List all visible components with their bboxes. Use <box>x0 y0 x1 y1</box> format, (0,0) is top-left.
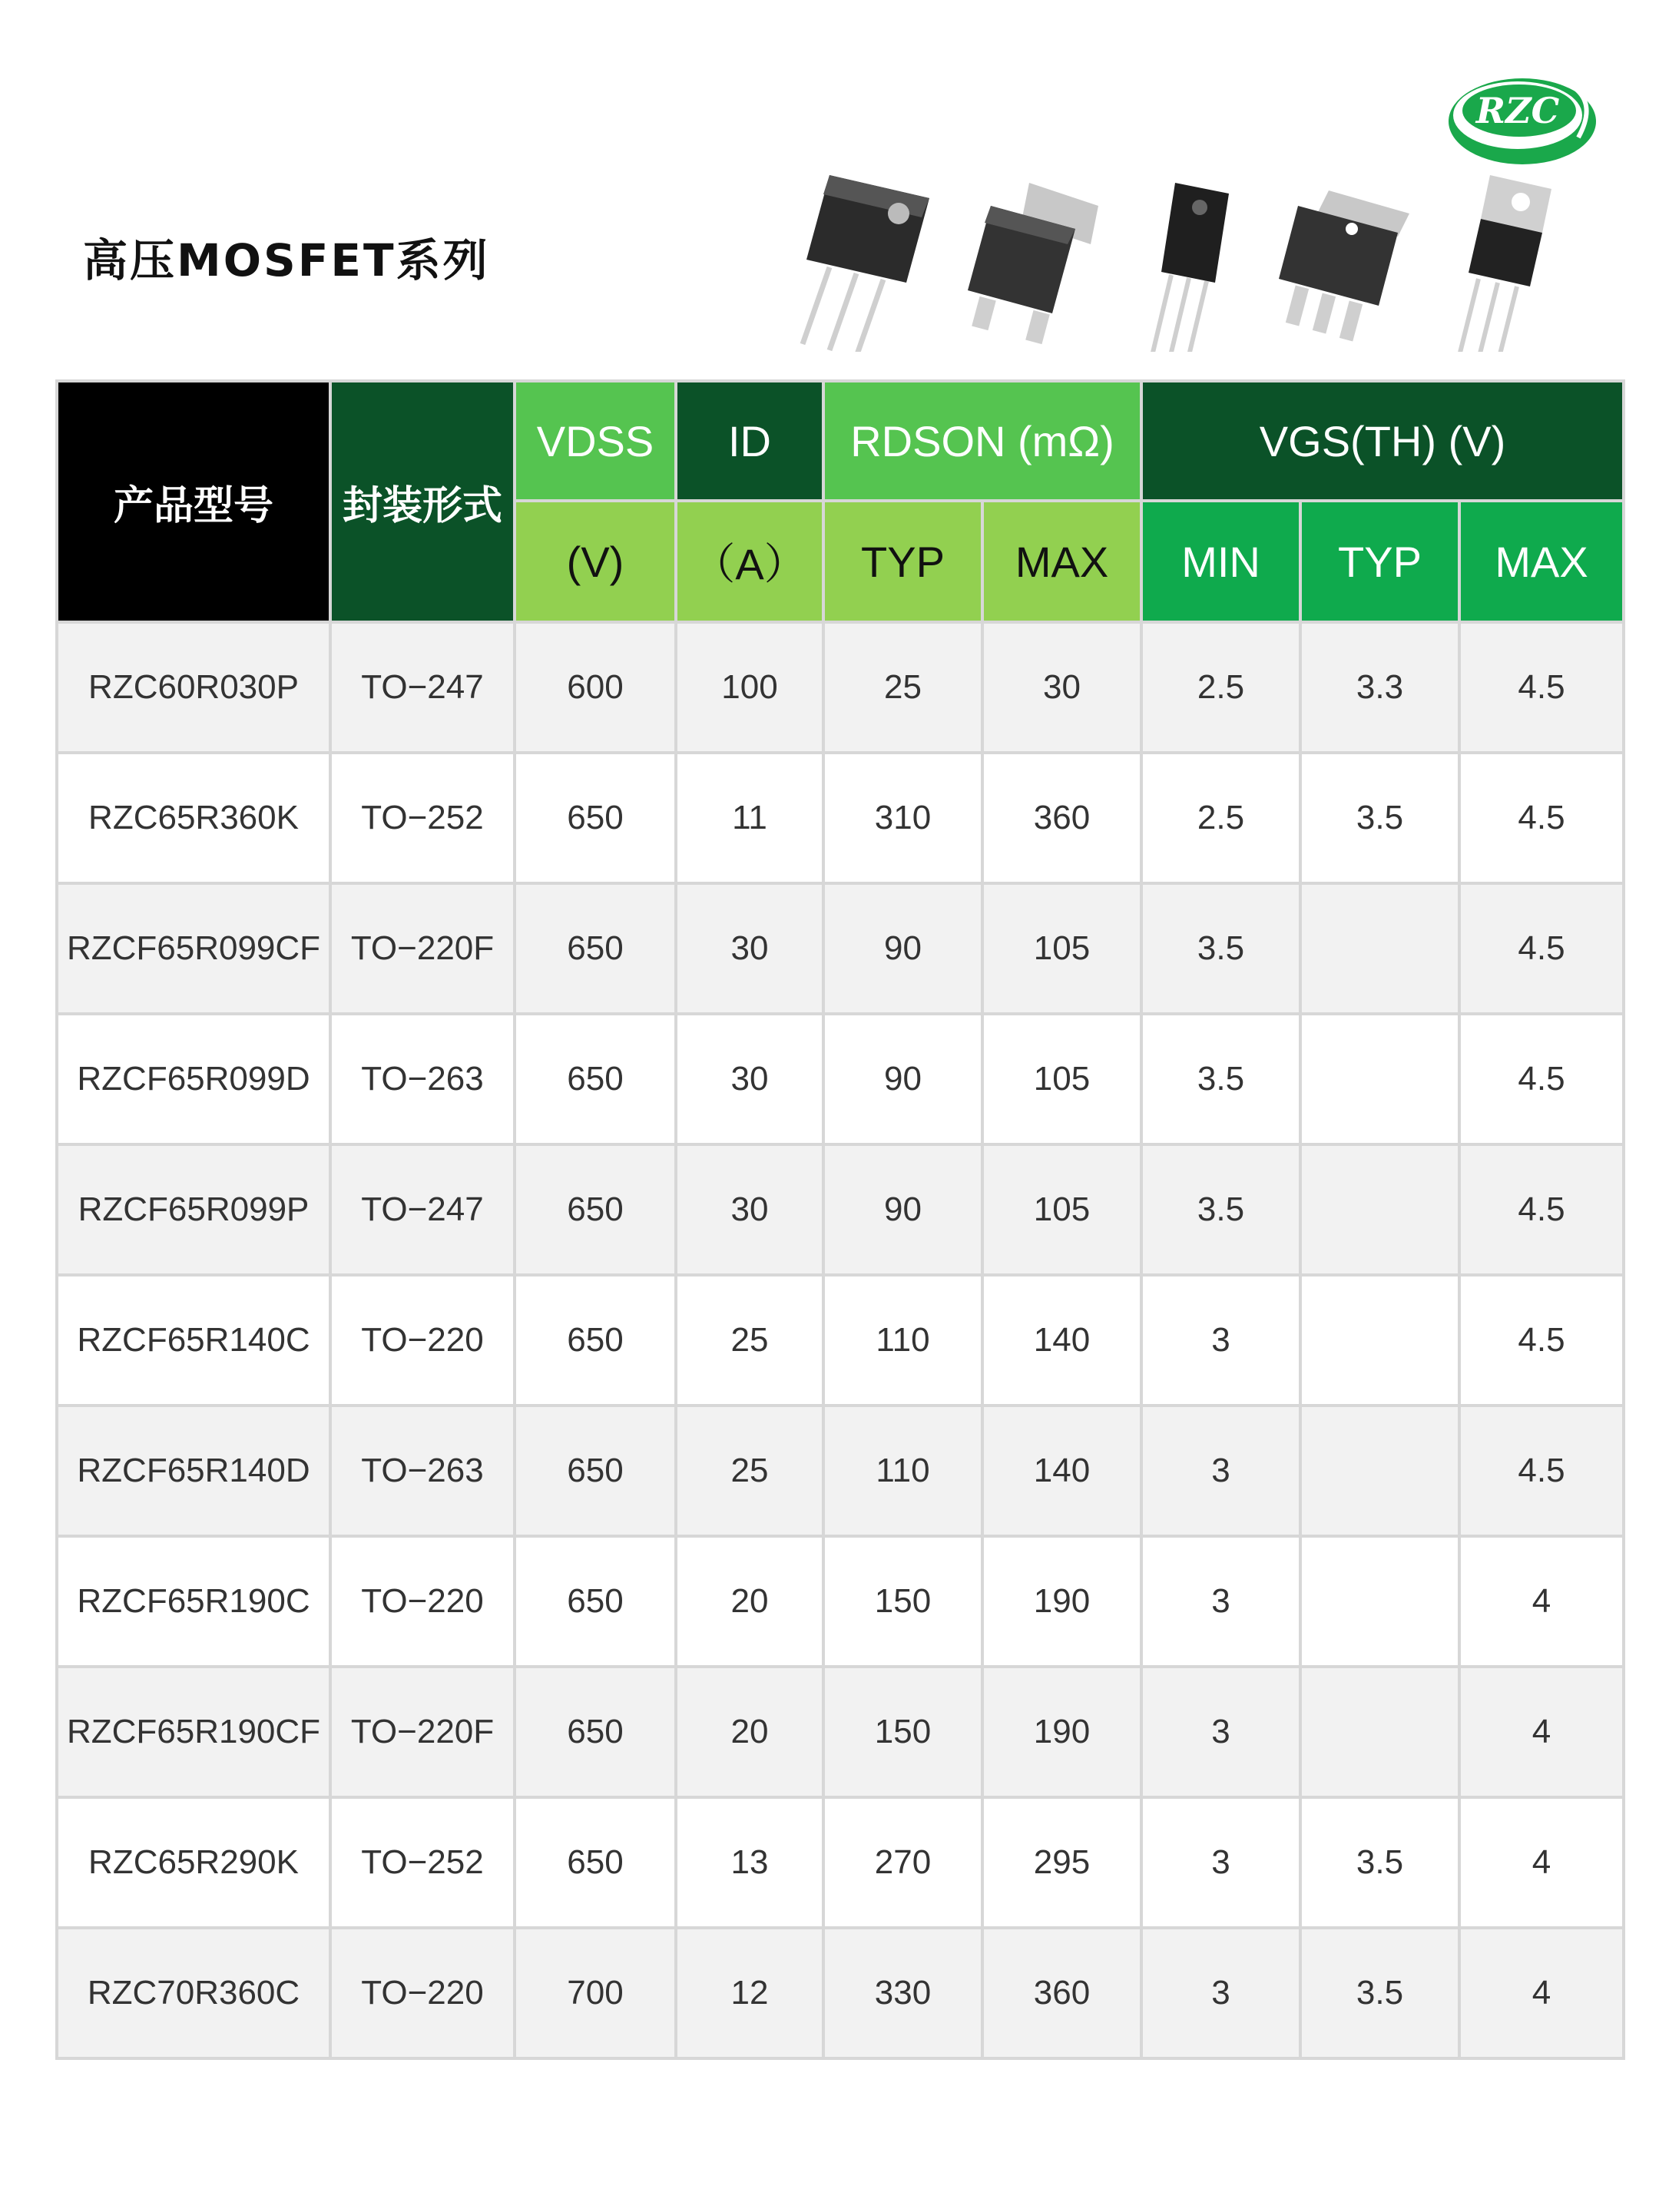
cell-vgs-min: 3.5 <box>1141 883 1300 1014</box>
cell-vgs-max: 4 <box>1459 1536 1624 1667</box>
header-vdss-unit: (V) <box>515 501 676 622</box>
cell-vgs-typ <box>1300 1536 1459 1667</box>
cell-id: 25 <box>676 1275 823 1406</box>
cell-model: RZCF65R190CF <box>57 1667 330 1797</box>
cell-vdss: 650 <box>515 1667 676 1797</box>
to220-package-image <box>1459 175 1551 352</box>
table-row <box>57 1536 1624 1667</box>
cell-vgs-typ: 3.3 <box>1300 622 1459 753</box>
table-row <box>57 1797 1624 1928</box>
header-package: 封装形式 <box>330 381 515 622</box>
cell-rdson-max: 140 <box>982 1406 1141 1536</box>
header-id: ID <box>676 381 823 501</box>
header-vgs: VGS(TH) (V) <box>1141 381 1624 501</box>
table-row <box>57 753 1624 883</box>
table-row <box>57 1014 1624 1144</box>
cell-vgs-min: 2.5 <box>1141 622 1300 753</box>
header-vgs-typ: TYP <box>1300 501 1459 622</box>
to252-package-image <box>968 183 1098 344</box>
cell-package: TO−252 <box>330 1797 515 1928</box>
cell-vdss: 650 <box>515 1797 676 1928</box>
cell-rdson-typ: 90 <box>823 1014 982 1144</box>
cell-vgs-max: 4.5 <box>1459 1144 1624 1275</box>
cell-rdson-typ: 90 <box>823 1144 982 1275</box>
table-row <box>57 1667 1624 1797</box>
cell-package: TO−220 <box>330 1275 515 1406</box>
cell-rdson-typ: 270 <box>823 1797 982 1928</box>
cell-model: RZCF65R140D <box>57 1406 330 1536</box>
cell-rdson-typ: 110 <box>823 1406 982 1536</box>
cell-vgs-min: 3 <box>1141 1928 1300 2058</box>
cell-package: TO−247 <box>330 622 515 753</box>
cell-package: TO−220F <box>330 883 515 1014</box>
cell-model: RZC65R290K <box>57 1797 330 1928</box>
cell-rdson-max: 360 <box>982 1928 1141 2058</box>
header-model: 产品型号 <box>57 381 330 622</box>
cell-model: RZCF65R099P <box>57 1144 330 1275</box>
cell-vdss: 650 <box>515 1014 676 1144</box>
cell-vgs-min: 3 <box>1141 1797 1300 1928</box>
cell-id: 20 <box>676 1536 823 1667</box>
cell-vdss: 650 <box>515 1536 676 1667</box>
cell-id: 30 <box>676 883 823 1014</box>
header-rdson-typ: TYP <box>823 501 982 622</box>
cell-id: 100 <box>676 622 823 753</box>
cell-rdson-typ: 310 <box>823 753 982 883</box>
cell-vgs-typ <box>1300 1406 1459 1536</box>
logo-text: RZC <box>1475 90 1560 131</box>
cell-vdss: 600 <box>515 622 676 753</box>
cell-id: 11 <box>676 753 823 883</box>
cell-rdson-typ: 90 <box>823 883 982 1014</box>
rzc-logo <box>1444 65 1607 172</box>
cell-vgs-typ: 3.5 <box>1300 1928 1459 2058</box>
cell-package: TO−263 <box>330 1014 515 1144</box>
header-vgs-max: MAX <box>1459 501 1624 622</box>
cell-model: RZCF65R140C <box>57 1275 330 1406</box>
cell-vgs-typ <box>1300 883 1459 1014</box>
page-title: 高压MOSFET系列 <box>83 234 490 286</box>
cell-vdss: 700 <box>515 1928 676 2058</box>
cell-model: RZC70R360C <box>57 1928 330 2058</box>
cell-rdson-max: 190 <box>982 1536 1141 1667</box>
cell-vdss: 650 <box>515 883 676 1014</box>
cell-vgs-max: 4.5 <box>1459 753 1624 883</box>
cell-vdss: 650 <box>515 1275 676 1406</box>
to263-package-image <box>1279 190 1409 341</box>
header-vgs-min: MIN <box>1141 501 1300 622</box>
cell-vgs-min: 3.5 <box>1141 1014 1300 1144</box>
table-row <box>57 1928 1624 2058</box>
cell-id: 12 <box>676 1928 823 2058</box>
cell-rdson-max: 190 <box>982 1667 1141 1797</box>
cell-vgs-typ <box>1300 1144 1459 1275</box>
cell-package: TO−252 <box>330 753 515 883</box>
cell-vgs-min: 3 <box>1141 1536 1300 1667</box>
cell-vdss: 650 <box>515 1144 676 1275</box>
cell-rdson-typ: 25 <box>823 622 982 753</box>
header-rdson-max: MAX <box>982 501 1141 622</box>
cell-rdson-typ: 330 <box>823 1928 982 2058</box>
cell-rdson-max: 360 <box>982 753 1141 883</box>
cell-rdson-typ: 150 <box>823 1667 982 1797</box>
cell-vdss: 650 <box>515 753 676 883</box>
table-body <box>57 622 1624 2058</box>
cell-package: TO−220F <box>330 1667 515 1797</box>
table-row <box>57 883 1624 1014</box>
mosfet-spec-table <box>55 379 1625 2060</box>
cell-package: TO−220 <box>330 1536 515 1667</box>
cell-model: RZCF65R099D <box>57 1014 330 1144</box>
cell-vgs-typ <box>1300 1667 1459 1797</box>
cell-vgs-max: 4.5 <box>1459 622 1624 753</box>
table-row <box>57 1275 1624 1406</box>
cell-vgs-max: 4.5 <box>1459 1014 1624 1144</box>
cell-vgs-max: 4 <box>1459 1667 1624 1797</box>
cell-vgs-typ: 3.5 <box>1300 1797 1459 1928</box>
cell-vgs-min: 3.5 <box>1141 1144 1300 1275</box>
product-images <box>768 167 1582 352</box>
cell-id: 30 <box>676 1014 823 1144</box>
cell-rdson-max: 140 <box>982 1275 1141 1406</box>
cell-vgs-min: 3 <box>1141 1406 1300 1536</box>
cell-vgs-min: 2.5 <box>1141 753 1300 883</box>
table-row <box>57 1406 1624 1536</box>
header-rdson: RDSON (mΩ) <box>823 381 1141 501</box>
cell-id: 13 <box>676 1797 823 1928</box>
cell-id: 30 <box>676 1144 823 1275</box>
header-vdss: VDSS <box>515 381 676 501</box>
cell-id: 25 <box>676 1406 823 1536</box>
cell-rdson-max: 295 <box>982 1797 1141 1928</box>
cell-rdson-max: 30 <box>982 622 1141 753</box>
cell-vgs-min: 3 <box>1141 1275 1300 1406</box>
cell-vgs-typ: 3.5 <box>1300 753 1459 883</box>
cell-model: RZC60R030P <box>57 622 330 753</box>
cell-model: RZC65R360K <box>57 753 330 883</box>
cell-vgs-typ <box>1300 1275 1459 1406</box>
cell-vgs-min: 3 <box>1141 1667 1300 1797</box>
cell-vgs-max: 4.5 <box>1459 1406 1624 1536</box>
cell-vgs-typ <box>1300 1014 1459 1144</box>
cell-vgs-max: 4 <box>1459 1928 1624 2058</box>
cell-rdson-max: 105 <box>982 1014 1141 1144</box>
cell-rdson-max: 105 <box>982 883 1141 1014</box>
cell-rdson-typ: 110 <box>823 1275 982 1406</box>
cell-vgs-max: 4.5 <box>1459 883 1624 1014</box>
cell-vdss: 650 <box>515 1406 676 1536</box>
to247-package-image <box>803 175 929 352</box>
cell-model: RZCF65R099CF <box>57 883 330 1014</box>
cell-id: 20 <box>676 1667 823 1797</box>
cell-model: RZCF65R190C <box>57 1536 330 1667</box>
cell-package: TO−220 <box>330 1928 515 2058</box>
header-id-unit: （A） <box>676 501 823 622</box>
table-row <box>57 1144 1624 1275</box>
cell-rdson-max: 105 <box>982 1144 1141 1275</box>
cell-package: TO−247 <box>330 1144 515 1275</box>
to220f-package-image <box>1152 183 1229 352</box>
cell-vgs-max: 4.5 <box>1459 1275 1624 1406</box>
cell-vgs-max: 4 <box>1459 1797 1624 1928</box>
table-row <box>57 622 1624 753</box>
cell-rdson-typ: 150 <box>823 1536 982 1667</box>
cell-package: TO−263 <box>330 1406 515 1536</box>
